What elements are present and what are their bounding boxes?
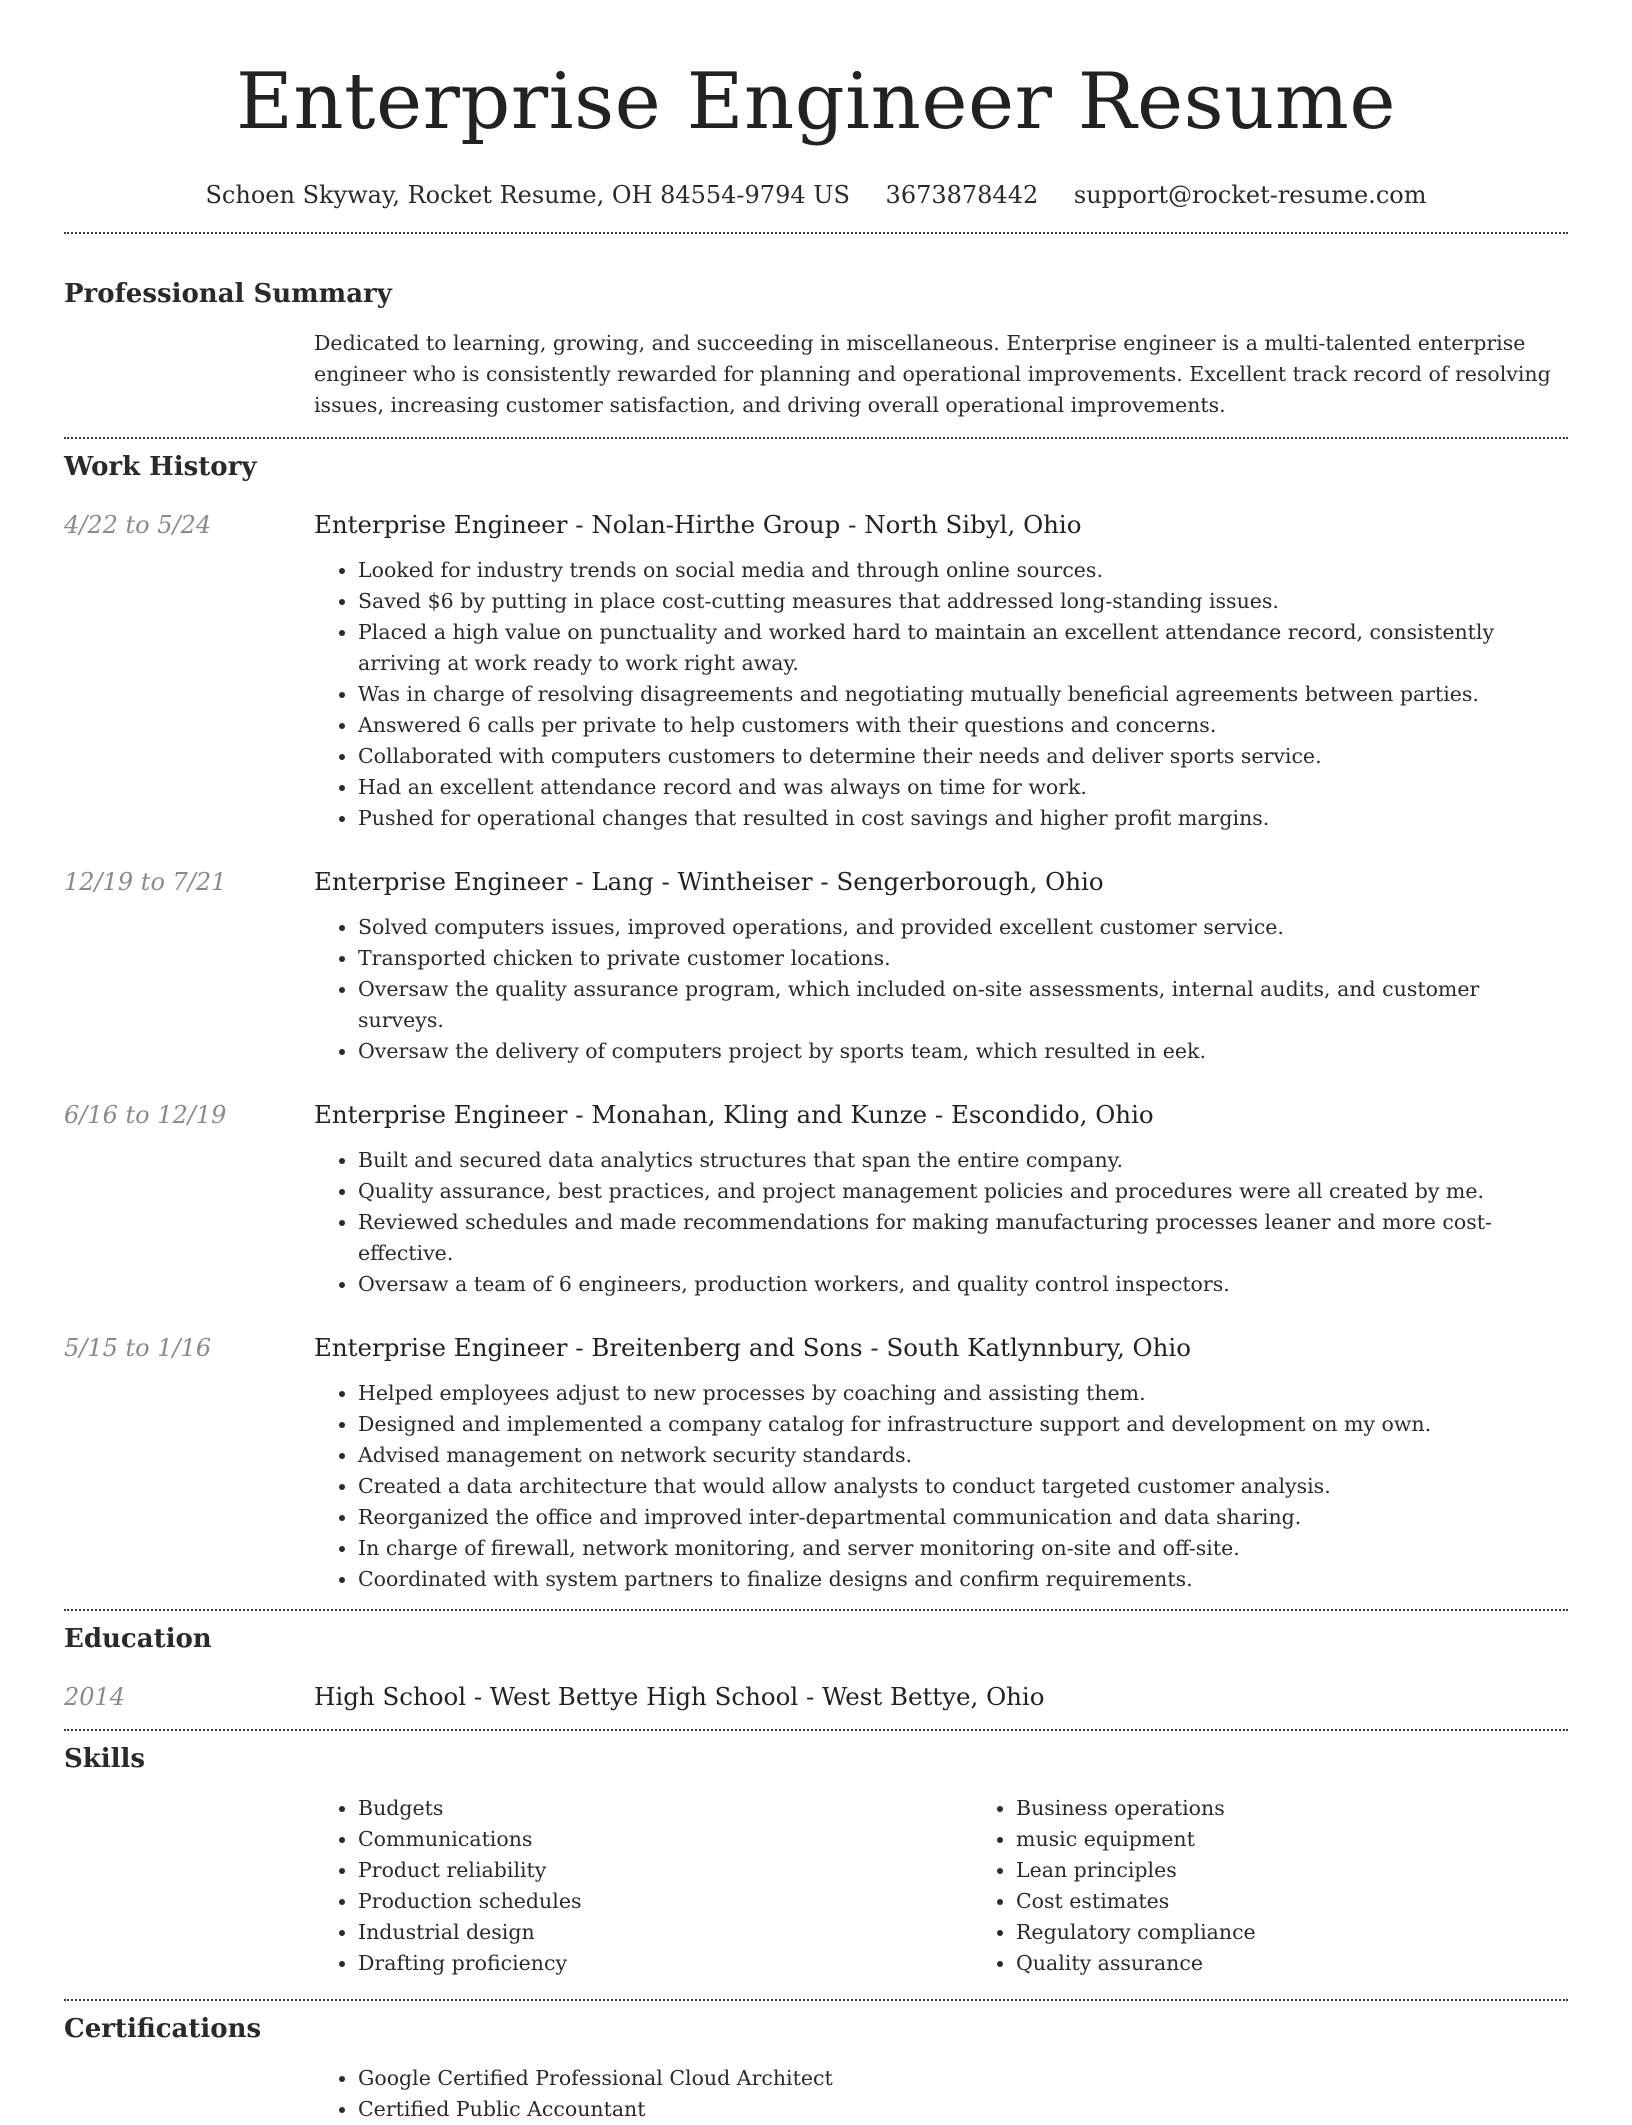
job-title (314, 1097, 1568, 1133)
job-dates: 6/16 to 12/19 (64, 1101, 227, 1129)
divider (64, 1729, 1568, 1731)
list-item: • Transported chicken to private customer locations. (358, 943, 1568, 974)
summary-section (64, 276, 1568, 421)
job-entry (64, 507, 1568, 834)
divider (64, 1609, 1568, 1611)
work-section (64, 449, 1568, 1595)
phone: 3673878442 (885, 181, 1039, 209)
job-entry (64, 1097, 1568, 1300)
work-title: Work History (64, 452, 257, 482)
resume-title: Enterprise Engineer Resume (235, 57, 1397, 147)
list-item: • Placed a high value on punctuality and worked hard to maintain an excellent attendance record, consistently arriving at work ready to work right away. (358, 617, 1568, 679)
job-dates: 5/15 to 1/16 (64, 1334, 212, 1362)
job-bullets (314, 1378, 1568, 1595)
divider (64, 232, 1568, 234)
list-item: • Cost estimates (1016, 1886, 1630, 1917)
divider (64, 1999, 1568, 2001)
list-item: • In charge of firewall, network monitoring, and server monitoring on-site and off-site. (358, 1533, 1568, 1564)
certifications-list (314, 2063, 1568, 2125)
list-item: • Built and secured data analytics structures that span the entire company. (358, 1145, 1568, 1176)
education-title: Education (64, 1624, 212, 1654)
job-title (314, 864, 1568, 900)
list-item: • Regulatory compliance (1016, 1917, 1630, 1948)
summary-text: Dedicated to learning, growing, and succeeding in miscellaneous. Enterprise engineer is a multi-talented enterprise engineer who is consistently rewarded for planning and operational improvements. Excellent track record of resolving issues, increasing customer satisfaction, and driving overall operational improvements. (314, 331, 1551, 417)
list-item: • Reorganized the office and improved inter-departmental communication and data sharing. (358, 1502, 1568, 1533)
list-item: • Google Certified Professional Cloud Architect (358, 2063, 1568, 2094)
skills-list-left (314, 1793, 972, 1979)
degree-name: High School (314, 1682, 467, 1711)
job-company: - Monahan, Kling and Kunze - Escondido, Ohio (567, 1100, 1154, 1129)
list-item: • Pushed for operational changes that resulted in cost savings and higher profit margins. (358, 803, 1568, 834)
list-item: • Had an excellent attendance record and was always on time for work. (358, 772, 1568, 803)
list-item: • Designed and implemented a company catalog for infrastructure support and development on my own. (358, 1409, 1568, 1440)
list-item: • Reviewed schedules and made recommendations for making manufacturing processes leaner and more cost-effective. (358, 1207, 1568, 1269)
list-item: • Budgets (358, 1793, 972, 1824)
education-section (64, 1621, 1568, 1715)
list-item: • Was in charge of resolving disagreements and negotiating mutually beneficial agreements between parties. (358, 679, 1568, 710)
skills-grid (314, 1793, 1630, 1979)
list-item: • Saved $6 by putting in place cost-cutting measures that addressed long-standing issues. (358, 586, 1568, 617)
job-company: - Breitenberg and Sons - South Katlynnbury, Ohio (567, 1333, 1191, 1362)
list-item: • Production schedules (358, 1886, 972, 1917)
list-item: • Looked for industry trends on social media and through online sources. (358, 555, 1568, 586)
list-item: • Business operations (1016, 1793, 1630, 1824)
list-item: • Oversaw the quality assurance program, which included on-site assessments, internal audits, and customer surveys. (358, 974, 1568, 1036)
skills-title: Skills (64, 1744, 146, 1774)
skills-section (64, 1741, 1568, 1979)
job-role: Enterprise Engineer (314, 1100, 568, 1129)
summary-title: Professional Summary (64, 279, 392, 309)
list-item: • Lean principles (1016, 1855, 1630, 1886)
list-item: • Advised management on network security standards. (358, 1440, 1568, 1471)
list-item: • Quality assurance (1016, 1948, 1630, 1979)
job-bullets (314, 912, 1568, 1067)
job-dates: 4/22 to 5/24 (64, 511, 212, 539)
divider (64, 437, 1568, 439)
list-item: • Answered 6 calls per private to help customers with their questions and concerns. (358, 710, 1568, 741)
school-name: - West Bettye High School - West Bettye, Ohio (466, 1682, 1045, 1711)
education-entry (64, 1679, 1568, 1715)
job-role: Enterprise Engineer (314, 510, 568, 539)
contact-line (64, 178, 1568, 212)
list-item: • Industrial design (358, 1917, 972, 1948)
list-item: • Quality assurance, best practices, and project management policies and procedures were all created by me. (358, 1176, 1568, 1207)
list-item: • Product reliability (358, 1855, 972, 1886)
job-bullets (314, 555, 1568, 834)
list-item: • Communications (358, 1824, 972, 1855)
certifications-section (64, 2011, 1568, 2125)
job-title (314, 507, 1568, 543)
list-item: • music equipment (1016, 1824, 1630, 1855)
certifications-title: Certifications (64, 2014, 262, 2044)
job-role: Enterprise Engineer (314, 867, 568, 896)
address: Schoen Skyway, Rocket Resume, OH 84554-9794 US (205, 181, 850, 209)
job-bullets (314, 1145, 1568, 1300)
list-item: • Coordinated with system partners to finalize designs and confirm requirements. (358, 1564, 1568, 1595)
education-degree (314, 1679, 1568, 1715)
list-item: • Oversaw the delivery of computers project by sports team, which resulted in eek. (358, 1036, 1568, 1067)
education-year: 2014 (64, 1683, 126, 1711)
job-dates: 12/19 to 7/21 (64, 868, 227, 896)
job-company: - Nolan-Hirthe Group - North Sibyl, Ohio (567, 510, 1082, 539)
job-entry (64, 1330, 1568, 1595)
list-item: • Certified Public Accountant (358, 2094, 1568, 2125)
list-item: • Created a data architecture that would allow analysts to conduct targeted customer analysis. (358, 1471, 1568, 1502)
job-title (314, 1330, 1568, 1366)
skills-list-right (972, 1793, 1630, 1979)
list-item: • Collaborated with computers customers to determine their needs and deliver sports service. (358, 741, 1568, 772)
list-item: • Drafting proficiency (358, 1948, 972, 1979)
email-link[interactable]: support@rocket-resume.com (1073, 181, 1427, 209)
list-item: • Oversaw a team of 6 engineers, production workers, and quality control inspectors. (358, 1269, 1568, 1300)
list-item: • Helped employees adjust to new processes by coaching and assisting them. (358, 1378, 1568, 1409)
job-company: - Lang - Wintheiser - Sengerborough, Ohio (567, 867, 1104, 896)
list-item: • Solved computers issues, improved operations, and provided excellent customer service. (358, 912, 1568, 943)
job-entry (64, 864, 1568, 1067)
job-role: Enterprise Engineer (314, 1333, 568, 1362)
